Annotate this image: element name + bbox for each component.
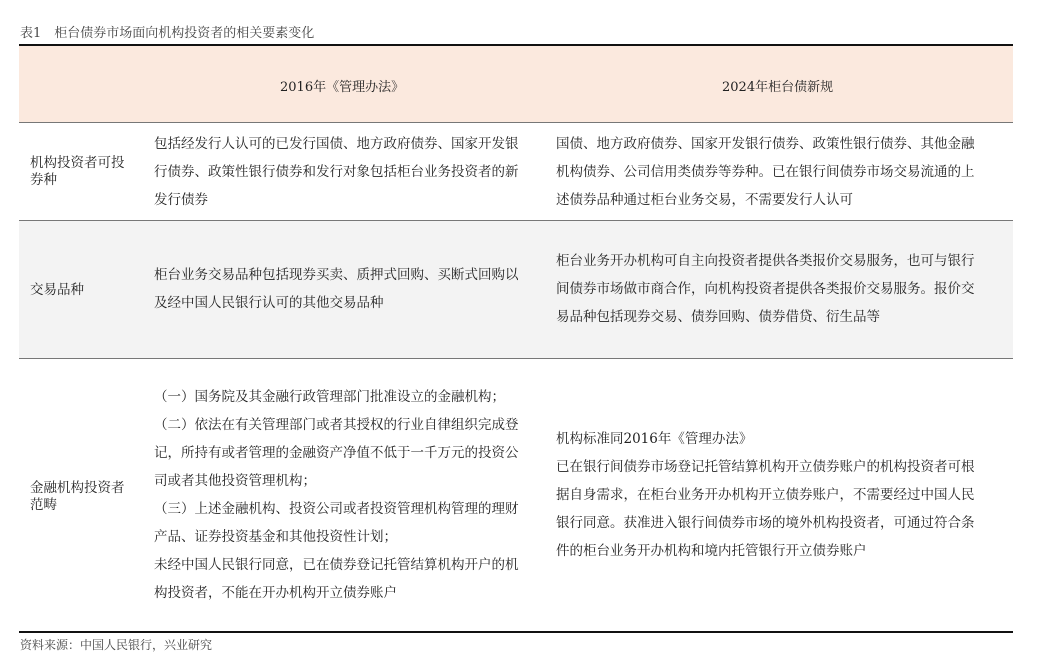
cell-2016: 柜台业务交易品种包括现券买卖、质押式回购、买断式回购以 及经中国人民银行认可的其他交易品种 — [154, 267, 519, 311]
header-col-2024: 2024年柜台债新规 — [722, 80, 834, 95]
row-label: 金融机构投资者 范畴 — [30, 480, 125, 513]
cell-2016: （一）国务院及其金融行政管理部门批准设立的金融机构； （二）依法在有关管理部门或者其授权的行业自律组织完成登 记，所持有或者管理的金融资产净值不低于一千万元的投资公 司或者其他投资管理机构； （三）上述金融机构、投资公司或者投资管理机构管理的理财 产品、证券投资基金和其他投资性计划； 未经中国人民银行同意，已在债券登记托管结算机构开户的机 构投资者，不能在开办机构开立债券账户 — [154, 389, 519, 601]
cell-2024: 国债、地方政府债券、国家开发银行债券、政策性银行债券、其他金融 机构债券、公司信用类债券等券种。已在银行间债券市场交易流通的上 述债券品种通过柜台业务交易，不需要发行人认可 — [556, 136, 975, 208]
source-note: 资料来源：中国人民银行，兴业研究 — [20, 638, 213, 652]
table-row — [19, 221, 1013, 358]
header-col-2016: 2016年《管理办法》 — [280, 80, 405, 95]
cell-2024: 机构标准同2016年《管理办法》 已在银行间债券市场登记托管结算机构开立债券账户的机构投资者可根 据自身需求，在柜台业务开办机构开立债券账户，不需要经过中国人民 银行同意。获准进入银行间债券市场的境外机构投资者，可通过符合条 件的柜台业务开办机构和境内托管银行开立债券账户 — [556, 431, 975, 559]
table-row — [19, 359, 1013, 631]
row-label: 机构投资者可投 券种 — [30, 155, 125, 188]
cell-2024: 柜台业务开办机构可自主向投资者提供各类报价交易服务，也可与银行 间债券市场做市商合作，向机构投资者提供各类报价交易服务。报价交 易品种包括现券交易、债券回购、债券借贷、衍生品等 — [556, 253, 975, 325]
row-label: 交易品种 — [30, 282, 84, 298]
table-caption: 表1 柜台债券市场面向机构投资者的相关要素变化 — [20, 26, 315, 41]
table-row — [19, 123, 1013, 220]
table-header — [19, 46, 1013, 122]
cell-2016: 包括经发行人认可的已发行国债、地方政府债券、国家开发银 行债券、政策性银行债券和发行对象包括柜台业务投资者的新 发行债券 — [154, 136, 519, 208]
bottom-rule — [19, 631, 1013, 633]
